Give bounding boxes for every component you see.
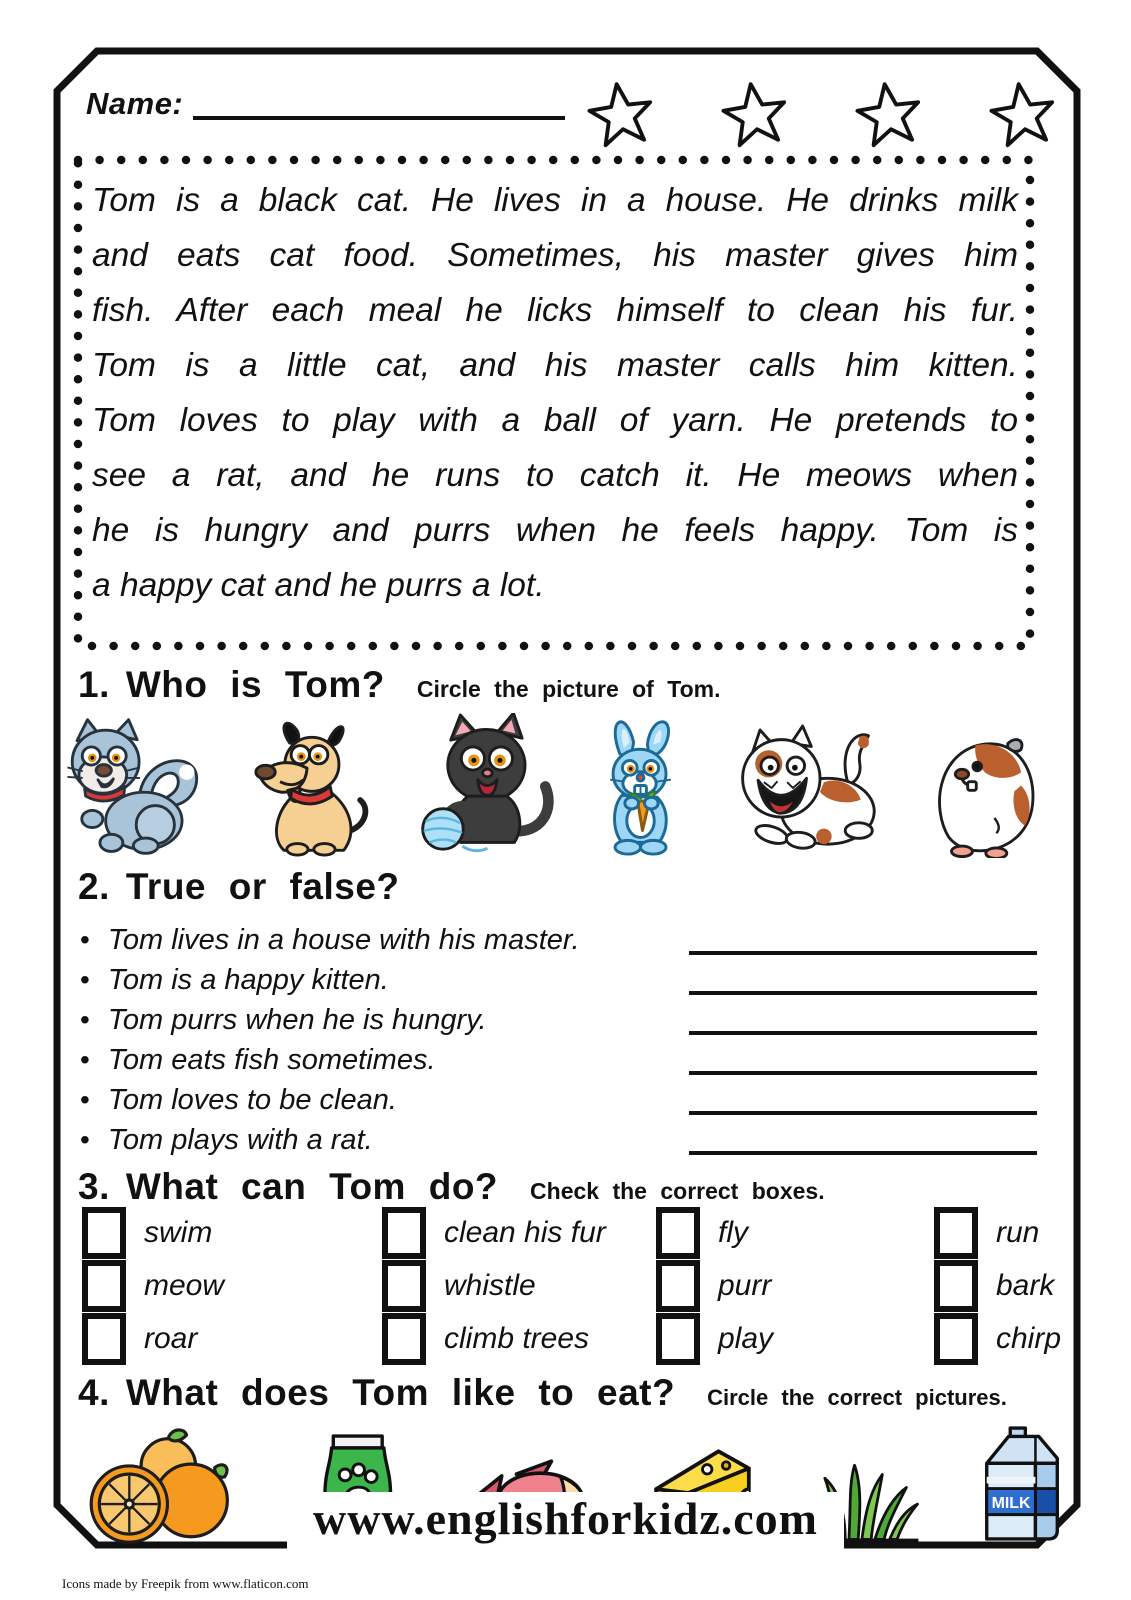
bullet-icon: • xyxy=(80,1084,90,1115)
milk-label: MILK xyxy=(991,1494,1031,1512)
star-icon[interactable] xyxy=(988,80,1058,150)
true-false-row xyxy=(80,1080,1037,1120)
bullet-icon: • xyxy=(80,924,90,955)
true-false-row xyxy=(80,1000,1037,1040)
answer-write-line[interactable] xyxy=(689,1151,1037,1155)
true-false-row xyxy=(80,960,1037,1000)
statement: Tom eats fish sometimes. xyxy=(107,1043,436,1076)
question-1-heading xyxy=(78,664,720,706)
question-title: True or false? xyxy=(125,866,400,907)
question-number: 3. xyxy=(78,1166,110,1207)
checkbox-option xyxy=(382,1312,656,1365)
checkbox-label: purr xyxy=(718,1268,772,1302)
checkbox-option xyxy=(934,1206,1074,1259)
star-icon[interactable] xyxy=(720,80,790,150)
guinea-pig-icon[interactable] xyxy=(918,715,1046,858)
checkbox-label: meow xyxy=(144,1268,225,1302)
rating-stars xyxy=(586,80,1058,150)
statement: Tom lives in a house with his master. xyxy=(107,923,580,956)
answer-write-line[interactable] xyxy=(689,951,1037,955)
checkbox-label: bark xyxy=(996,1268,1055,1302)
checkbox[interactable] xyxy=(934,1207,978,1259)
question-instruction: Check the correct boxes. xyxy=(530,1178,825,1204)
checkbox[interactable] xyxy=(656,1313,700,1365)
checkbox[interactable] xyxy=(82,1260,126,1312)
animal-choices xyxy=(56,710,1046,858)
checkbox[interactable] xyxy=(656,1260,700,1312)
checkbox-option xyxy=(82,1259,382,1312)
checkbox-option xyxy=(656,1259,934,1312)
question-3-heading xyxy=(78,1166,825,1208)
bullet-icon: • xyxy=(80,1004,90,1035)
checkbox[interactable] xyxy=(934,1313,978,1365)
checkbox-label: fly xyxy=(718,1215,748,1249)
question-number: 2. xyxy=(78,866,110,907)
checkbox-label: swim xyxy=(144,1215,213,1249)
checkbox-label: run xyxy=(996,1215,1040,1249)
question-instruction: Circle the correct pictures. xyxy=(707,1385,1007,1410)
footer-website xyxy=(0,1492,1131,1559)
checkbox-option xyxy=(382,1206,656,1259)
checkbox-option xyxy=(656,1312,934,1365)
statement: Tom is a happy kitten. xyxy=(107,963,389,996)
star-icon[interactable] xyxy=(586,80,656,150)
black-cat-with-yarn-icon[interactable] xyxy=(414,713,554,858)
checkbox-option xyxy=(382,1259,656,1312)
icon-credits: Icons made by Freepik from www.flaticon.com xyxy=(62,1576,309,1591)
white-brown-cat-icon[interactable] xyxy=(731,718,881,858)
checkbox-option xyxy=(656,1206,934,1259)
name-row xyxy=(86,86,565,122)
answer-write-line[interactable] xyxy=(689,1071,1037,1075)
answer-write-line[interactable] xyxy=(689,1031,1037,1035)
true-false-row xyxy=(80,1040,1037,1080)
question-number: 1. xyxy=(78,664,110,705)
name-write-line[interactable] xyxy=(193,116,565,120)
bullet-icon: • xyxy=(80,1124,90,1155)
checkbox-option xyxy=(82,1206,382,1259)
checkbox-label: roar xyxy=(144,1321,198,1355)
question-2-heading xyxy=(78,866,400,908)
dog-icon[interactable] xyxy=(241,718,377,858)
question-title: Who is Tom? xyxy=(125,664,385,705)
passage-line: he is hungry and purrs when he feels happy. Tom is xyxy=(92,512,1018,549)
reading-passage xyxy=(92,173,1018,613)
checkbox[interactable] xyxy=(382,1260,426,1312)
true-false-list xyxy=(80,920,1037,1160)
rabbit-with-carrot-icon[interactable] xyxy=(590,711,694,858)
question-title: What does Tom like to eat? xyxy=(125,1372,676,1413)
star-icon[interactable] xyxy=(854,80,924,150)
statement: Tom loves to be clean. xyxy=(107,1083,397,1116)
checkbox-option xyxy=(82,1312,382,1365)
passage-line: see a rat, and he runs to catch it. He meows when xyxy=(92,457,1018,494)
checkbox-label: clean his fur xyxy=(444,1215,606,1249)
checkbox[interactable] xyxy=(656,1207,700,1259)
checkbox-option xyxy=(934,1259,1074,1312)
checkbox[interactable] xyxy=(934,1260,978,1312)
bullet-icon: • xyxy=(80,964,90,995)
checkbox[interactable] xyxy=(382,1207,426,1259)
true-false-row xyxy=(80,1120,1037,1160)
checkbox-label: climb trees xyxy=(444,1321,590,1355)
question-title: What can Tom do? xyxy=(125,1166,499,1207)
passage-line: and eats cat food. Sometimes, his master gives him xyxy=(92,237,1018,274)
answer-write-line[interactable] xyxy=(689,1111,1037,1115)
bullet-icon: • xyxy=(80,1044,90,1075)
passage-line: Tom loves to play with a ball of yarn. He pretends to xyxy=(92,402,1018,439)
name-label: Name: xyxy=(86,86,184,121)
question-number: 4. xyxy=(78,1372,110,1413)
passage-line: fish. After each meal he licks himself to clean his fur. xyxy=(92,292,1018,329)
checkbox[interactable] xyxy=(82,1313,126,1365)
answer-write-line[interactable] xyxy=(689,991,1037,995)
checkbox-grid xyxy=(82,1206,1074,1365)
checkbox[interactable] xyxy=(382,1313,426,1365)
checkbox-label: play xyxy=(718,1321,774,1355)
statement: Tom purrs when he is hungry. xyxy=(107,1003,487,1036)
checkbox-option xyxy=(934,1312,1074,1365)
true-false-row xyxy=(80,920,1037,960)
question-4-heading xyxy=(78,1372,1007,1414)
gray-cat-icon[interactable] xyxy=(56,716,204,858)
checkbox[interactable] xyxy=(82,1207,126,1259)
website-text: www.englishforkidz.com xyxy=(287,1492,844,1559)
checkbox-label: whistle xyxy=(444,1268,536,1302)
passage-line: a happy cat and he purrs a lot. xyxy=(92,567,545,604)
question-instruction: Circle the picture of Tom. xyxy=(416,676,721,702)
statement: Tom plays with a rat. xyxy=(107,1123,373,1156)
passage-line: Tom is a little cat, and his master calls him kitten. xyxy=(92,347,1018,384)
checkbox-label: chirp xyxy=(996,1321,1062,1355)
passage-line: Tom is a black cat. He lives in a house. He drinks milk xyxy=(92,182,1018,219)
